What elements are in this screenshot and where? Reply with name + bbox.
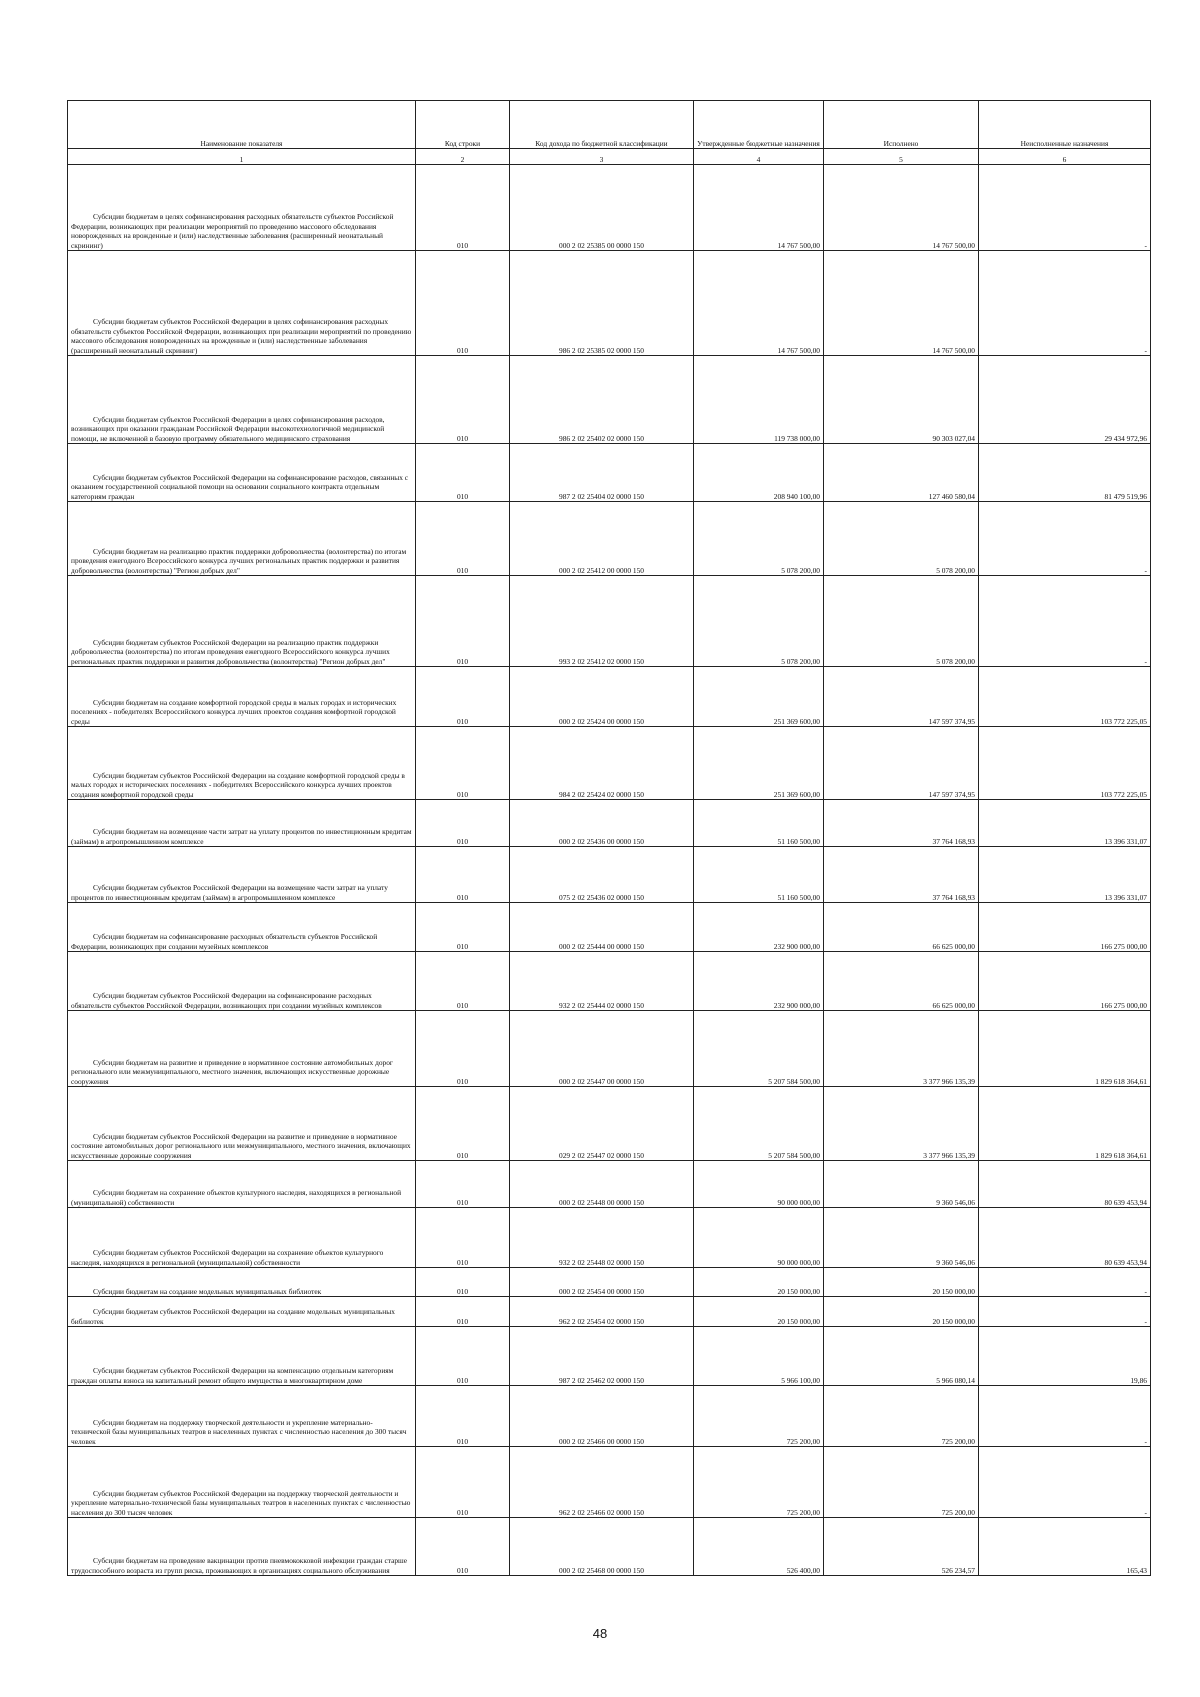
income-code: 986 2 02 25385 02 0000 150 <box>510 251 694 356</box>
executed-value: 20 150 000,00 <box>824 1268 979 1297</box>
column-number: 3 <box>510 149 694 165</box>
income-code: 962 2 02 25466 02 0000 150 <box>510 1447 694 1518</box>
table-row <box>68 1518 1151 1576</box>
table-row <box>68 1447 1151 1518</box>
table-row <box>68 1011 1151 1087</box>
approved-value: 232 900 000,00 <box>694 952 824 1011</box>
executed-value: 3 377 966 135,39 <box>824 1011 979 1087</box>
executed-value: 37 764 168,93 <box>824 847 979 903</box>
executed-value: 3 377 966 135,39 <box>824 1087 979 1161</box>
income-code: 993 2 02 25412 02 0000 150 <box>510 576 694 667</box>
unexecuted-value: 166 275 000,00 <box>979 952 1151 1011</box>
indicator-name: Субсидии бюджетам субъектов Российской Федерации в целях софинансирования расходов, возникающих при оказании гражданам Российской Федерации высокотехнологичной медицинской помощи, не включенной в базовую программу обязательного медицинского страхования <box>68 356 416 444</box>
approved-value: 51 160 500,00 <box>694 847 824 903</box>
indicator-name: Субсидии бюджетам субъектов Российской Федерации на возмещение части затрат на уплату процентов по инвестиционным кредитам (займам) в агропромышленном комплексе <box>68 847 416 903</box>
unexecuted-value: 13 396 331,07 <box>979 800 1151 847</box>
indicator-name: Субсидии бюджетам субъектов Российской Федерации на компенсацию отдельным категориям граждан оплаты взноса на капитальный ремонт общего имущества в многоквартирном доме <box>68 1327 416 1386</box>
table-row <box>68 800 1151 847</box>
approved-value: 5 207 584 500,00 <box>694 1087 824 1161</box>
indicator-name: Субсидии бюджетам на возмещение части затрат на уплату процентов по инвестиционным кредитам (займам) в агропромышленном комплексе <box>68 800 416 847</box>
row-code: 010 <box>416 1208 510 1268</box>
executed-value: 147 597 374,95 <box>824 727 979 800</box>
income-code: 932 2 02 25448 02 0000 150 <box>510 1208 694 1268</box>
indicator-name: Субсидии бюджетам на проведение вакцинации против пневмококковой инфекции граждан старше трудоспособного возраста из групп риска, проживающих в организациях социального обслуживания <box>68 1518 416 1576</box>
row-code: 010 <box>416 165 510 251</box>
row-code: 010 <box>416 1518 510 1576</box>
row-code: 010 <box>416 800 510 847</box>
approved-value: 14 767 500,00 <box>694 251 824 356</box>
approved-value: 208 940 100,00 <box>694 444 824 502</box>
executed-value: 5 078 200,00 <box>824 576 979 667</box>
unexecuted-value: 103 772 225,05 <box>979 667 1151 727</box>
executed-value: 147 597 374,95 <box>824 667 979 727</box>
indicator-name: Субсидии бюджетам субъектов Российской Федерации на софинансирование расходов, связанных с оказанием государственной социальной помощи на основании социального контракта отдельным категориям граждан <box>68 444 416 502</box>
executed-value: 725 200,00 <box>824 1447 979 1518</box>
income-code: 000 2 02 25468 00 0000 150 <box>510 1518 694 1576</box>
approved-value: 232 900 000,00 <box>694 903 824 952</box>
approved-value: 725 200,00 <box>694 1447 824 1518</box>
indicator-name: Субсидии бюджетам на поддержку творческой деятельности и укрепление материально-технической базы муниципальных театров в населенных пунктах с численностью населения до 300 тысяч человек <box>68 1386 416 1447</box>
income-code: 932 2 02 25444 02 0000 150 <box>510 952 694 1011</box>
income-code: 000 2 02 25424 00 0000 150 <box>510 667 694 727</box>
row-code: 010 <box>416 1447 510 1518</box>
executed-value: 9 360 546,06 <box>824 1208 979 1268</box>
income-code: 000 2 02 25385 00 0000 150 <box>510 165 694 251</box>
approved-value: 251 369 600,00 <box>694 727 824 800</box>
unexecuted-value: 80 639 453,94 <box>979 1208 1151 1268</box>
table-row <box>68 251 1151 356</box>
row-code: 010 <box>416 1011 510 1087</box>
table-row <box>68 667 1151 727</box>
executed-value: 9 360 546,06 <box>824 1161 979 1208</box>
table-row <box>68 165 1151 251</box>
row-code: 010 <box>416 1087 510 1161</box>
row-code: 010 <box>416 903 510 952</box>
header-name: Наименование показателя <box>68 101 416 149</box>
table-row <box>68 1297 1151 1327</box>
indicator-name: Субсидии бюджетам на сохранение объектов культурного наследия, находящихся в региональной (муниципальной) собственности <box>68 1161 416 1208</box>
approved-value: 90 000 000,00 <box>694 1161 824 1208</box>
unexecuted-value: - <box>979 1297 1151 1327</box>
header-income-code: Код дохода по бюджетной классификации <box>510 101 694 149</box>
unexecuted-value: - <box>979 165 1151 251</box>
column-number: 5 <box>824 149 979 165</box>
column-number: 4 <box>694 149 824 165</box>
executed-value: 14 767 500,00 <box>824 251 979 356</box>
header-approved: Утвержденные бюджетные назначения <box>694 101 824 149</box>
header-executed: Исполнено <box>824 101 979 149</box>
income-code: 075 2 02 25436 02 0000 150 <box>510 847 694 903</box>
executed-value: 66 625 000,00 <box>824 903 979 952</box>
header-unexecuted: Неисполненные назначения <box>979 101 1151 149</box>
indicator-name: Субсидии бюджетам субъектов Российской Федерации на сохранение объектов культурного наследия, находящихся в региональной (муниципальной) собственности <box>68 1208 416 1268</box>
table-row <box>68 1268 1151 1297</box>
row-code: 010 <box>416 1386 510 1447</box>
indicator-name: Субсидии бюджетам субъектов Российской Федерации на поддержку творческой деятельности и укрепление материально-технической базы муниципальных театров в населенных пунктах с численностью населения до 300 тысяч человек <box>68 1447 416 1518</box>
approved-value: 20 150 000,00 <box>694 1297 824 1327</box>
income-code: 000 2 02 25466 00 0000 150 <box>510 1386 694 1447</box>
row-code: 010 <box>416 667 510 727</box>
row-code: 010 <box>416 1161 510 1208</box>
unexecuted-value: - <box>979 1268 1151 1297</box>
executed-value: 37 764 168,93 <box>824 800 979 847</box>
approved-value: 725 200,00 <box>694 1386 824 1447</box>
income-code: 000 2 02 25444 00 0000 150 <box>510 903 694 952</box>
row-code: 010 <box>416 1297 510 1327</box>
indicator-name: Субсидии бюджетам на создание комфортной городской среды в малых городах и исторических поселениях - победителях Всероссийского конкурса лучших проектов создания комфортной городской среды <box>68 667 416 727</box>
header-row <box>68 101 1151 149</box>
row-code: 010 <box>416 1327 510 1386</box>
unexecuted-value: 13 396 331,07 <box>979 847 1151 903</box>
table-row <box>68 1208 1151 1268</box>
approved-value: 20 150 000,00 <box>694 1268 824 1297</box>
table-row <box>68 952 1151 1011</box>
page-number: 48 <box>592 1626 608 1641</box>
executed-value: 526 234,57 <box>824 1518 979 1576</box>
table-row <box>68 1161 1151 1208</box>
executed-value: 66 625 000,00 <box>824 952 979 1011</box>
unexecuted-value: - <box>979 1386 1151 1447</box>
row-code: 010 <box>416 444 510 502</box>
table-row <box>68 847 1151 903</box>
indicator-name: Субсидии бюджетам субъектов Российской Федерации на реализацию практик поддержки добровольчества (волонтерства) по итогам проведения ежегодного Всероссийского конкурса лучших региональных практик поддержки и развития добровольчества (волонтерства) "Регион добрых дел" <box>68 576 416 667</box>
approved-value: 119 738 000,00 <box>694 356 824 444</box>
approved-value: 5 966 100,00 <box>694 1327 824 1386</box>
approved-value: 526 400,00 <box>694 1518 824 1576</box>
approved-value: 5 207 584 500,00 <box>694 1011 824 1087</box>
executed-value: 90 303 027,04 <box>824 356 979 444</box>
row-code: 010 <box>416 251 510 356</box>
indicator-name: Субсидии бюджетам на софинансирование расходных обязательств субъектов Российской Федерации, возникающих при создании музейных комплексов <box>68 903 416 952</box>
income-code: 962 2 02 25454 02 0000 150 <box>510 1297 694 1327</box>
row-code: 010 <box>416 727 510 800</box>
unexecuted-value: - <box>979 576 1151 667</box>
indicator-name: Субсидии бюджетам на создание модельных муниципальных библиотек <box>68 1268 416 1297</box>
indicator-name: Субсидии бюджетам субъектов Российской Федерации на развитие и приведение в нормативное состояние автомобильных дорог регионального или межмуниципального, местного значения, включающих искусственные дорожные сооружения <box>68 1087 416 1161</box>
income-code: 987 2 02 25404 02 0000 150 <box>510 444 694 502</box>
executed-value: 5 966 080,14 <box>824 1327 979 1386</box>
table-row <box>68 1386 1151 1447</box>
income-code: 000 2 02 25412 00 0000 150 <box>510 502 694 576</box>
table-row <box>68 444 1151 502</box>
approved-value: 251 369 600,00 <box>694 667 824 727</box>
executed-value: 127 460 580,04 <box>824 444 979 502</box>
row-code: 010 <box>416 952 510 1011</box>
income-code: 000 2 02 25454 00 0000 150 <box>510 1268 694 1297</box>
row-code: 010 <box>416 576 510 667</box>
unexecuted-value: 29 434 972,96 <box>979 356 1151 444</box>
indicator-name: Субсидии бюджетам на развитие и приведение в нормативное состояние автомобильных дорог регионального или межмуниципального, местного значения, включающих искусственные дорожные сооружения <box>68 1011 416 1087</box>
unexecuted-value: 81 479 519,96 <box>979 444 1151 502</box>
unexecuted-value: - <box>979 502 1151 576</box>
column-number-row <box>68 149 1151 165</box>
income-code: 000 2 02 25448 00 0000 150 <box>510 1161 694 1208</box>
row-code: 010 <box>416 356 510 444</box>
unexecuted-value: 103 772 225,05 <box>979 727 1151 800</box>
table-row <box>68 356 1151 444</box>
row-code: 010 <box>416 1268 510 1297</box>
column-number: 2 <box>416 149 510 165</box>
table-row <box>68 502 1151 576</box>
budget-execution-table <box>67 100 1151 1576</box>
income-code: 029 2 02 25447 02 0000 150 <box>510 1087 694 1161</box>
table-row <box>68 576 1151 667</box>
table-row <box>68 727 1151 800</box>
table-row <box>68 903 1151 952</box>
indicator-name: Субсидии бюджетам субъектов Российской Федерации на создание комфортной городской среды в малых городах и исторических поселениях - победителях Всероссийского конкурса лучших проектов создания комфортной городской среды <box>68 727 416 800</box>
income-code: 987 2 02 25462 02 0000 150 <box>510 1327 694 1386</box>
row-code: 010 <box>416 847 510 903</box>
income-code: 000 2 02 25436 00 0000 150 <box>510 800 694 847</box>
header-row-code: Код строки <box>416 101 510 149</box>
table-row <box>68 1327 1151 1386</box>
income-code: 984 2 02 25424 02 0000 150 <box>510 727 694 800</box>
approved-value: 90 000 000,00 <box>694 1208 824 1268</box>
executed-value: 14 767 500,00 <box>824 165 979 251</box>
column-number: 6 <box>979 149 1151 165</box>
indicator-name: Субсидии бюджетам на реализацию практик поддержки добровольчества (волонтерства) по итогам проведения ежегодного Всероссийского конкурса лучших региональных практик поддержки и развития добровольчества (волонтерства) "Регион добрых дел" <box>68 502 416 576</box>
unexecuted-value: 80 639 453,94 <box>979 1161 1151 1208</box>
income-code: 986 2 02 25402 02 0000 150 <box>510 356 694 444</box>
unexecuted-value: 1 829 618 364,61 <box>979 1087 1151 1161</box>
indicator-name: Субсидии бюджетам в целях софинансирования расходных обязательств субъектов Российской Федерации, возникающих при реализации мероприятий по проведению массового обследования новорожденных на врожденные и (или) наследственные заболевания (расширенный неонатальный скрининг) <box>68 165 416 251</box>
indicator-name: Субсидии бюджетам субъектов Российской Федерации в целях софинансирования расходных обязательств субъектов Российской Федерации, возникающих при реализации мероприятий по проведению массового обследования новорожденных на врожденные и (или) наследственные заболевания (расширенный неонатальный скрининг) <box>68 251 416 356</box>
column-number: 1 <box>68 149 416 165</box>
unexecuted-value: 166 275 000,00 <box>979 903 1151 952</box>
approved-value: 51 160 500,00 <box>694 800 824 847</box>
unexecuted-value: 165,43 <box>979 1518 1151 1576</box>
executed-value: 725 200,00 <box>824 1386 979 1447</box>
unexecuted-value: - <box>979 251 1151 356</box>
approved-value: 14 767 500,00 <box>694 165 824 251</box>
indicator-name: Субсидии бюджетам субъектов Российской Федерации на создание модельных муниципальных библиотек <box>68 1297 416 1327</box>
executed-value: 5 078 200,00 <box>824 502 979 576</box>
approved-value: 5 078 200,00 <box>694 576 824 667</box>
unexecuted-value: - <box>979 1447 1151 1518</box>
income-code: 000 2 02 25447 00 0000 150 <box>510 1011 694 1087</box>
approved-value: 5 078 200,00 <box>694 502 824 576</box>
table-row <box>68 1087 1151 1161</box>
indicator-name: Субсидии бюджетам субъектов Российской Федерации на софинансирование расходных обязательств субъектов Российской Федерации, возникающих при создании музейных комплексов <box>68 952 416 1011</box>
executed-value: 20 150 000,00 <box>824 1297 979 1327</box>
unexecuted-value: 19,86 <box>979 1327 1151 1386</box>
unexecuted-value: 1 829 618 364,61 <box>979 1011 1151 1087</box>
row-code: 010 <box>416 502 510 576</box>
